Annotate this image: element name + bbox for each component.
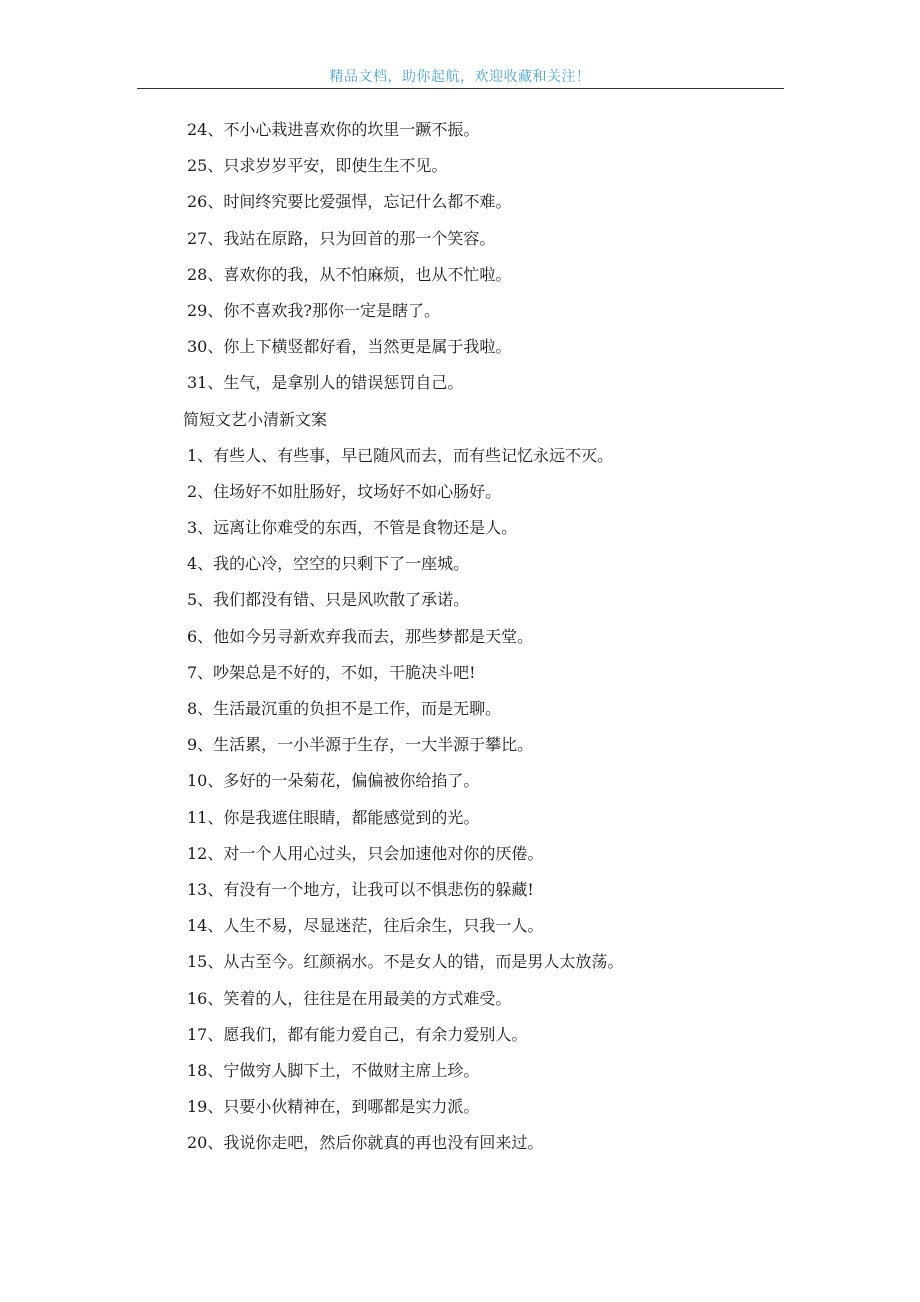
text-line: 7、吵架总是不好的，不如，干脆决斗吧!: [187, 662, 476, 682]
page-header-text: 精品文档，助你起航，欢迎收藏和关注！: [329, 69, 591, 85]
text-line: 16、笑着的人，往往是在用最美的方式难受。: [187, 988, 512, 1008]
text-line: 13、有没有一个地方，让我可以不惧悲伤的躲藏!: [187, 879, 534, 899]
text-line: 18、宁做穷人脚下土，不做财主席上珍。: [187, 1060, 480, 1080]
text-line: 4、我的心冷，空空的只剩下了一座城。: [187, 554, 470, 574]
text-line: 27、我站在原路，只为回首的那一个笑容。: [187, 228, 496, 248]
text-line: 5、我们都没有错、只是风吹散了承诺。: [187, 590, 470, 610]
text-line: 20、我说你走吧，然后你就真的再也没有回来过。: [187, 1133, 544, 1153]
document-body: [183, 115, 787, 1164]
text-line: 6、他如今另寻新欢弃我而去，那些梦都是天堂。: [187, 626, 534, 646]
header-divider: [137, 88, 784, 89]
text-line: 10、多好的一朵菊花，偏偏被你给掐了。: [187, 771, 480, 791]
text-line: 24、不小心栽进喜欢你的坎里一蹶不振。: [187, 120, 480, 139]
text-line: 19、只要小伙精神在，到哪都是实力派。: [187, 1097, 480, 1117]
text-line: 28、喜欢你的我，从不怕麻烦，也从不忙啦。: [187, 264, 512, 284]
text-line: 2、住场好不如肚肠好，坟场好不如心肠好。: [187, 481, 502, 501]
text-line: 1、有些人、有些事，早已随风而去，而有些记忆永远不灭。: [187, 445, 614, 465]
text-line: 15、从古至今。红颜祸水。不是女人的错，而是男人太放荡。: [187, 952, 624, 972]
text-line: 25、只求岁岁平安，即使生生不见。: [187, 156, 448, 176]
text-line: 3、远离让你难受的东西，不管是食物还是人。: [187, 518, 518, 538]
text-line: 30、你上下横竖都好看，当然更是属于我啦。: [187, 337, 512, 357]
text-line: 17、愿我们，都有能力爱自己，有余力爱别人。: [187, 1024, 528, 1044]
text-line: 14、人生不易，尽显迷茫，往后余生，只我一人。: [187, 916, 544, 936]
text-line: 31、生气，是拿别人的错误惩罚自己。: [187, 373, 464, 393]
text-line: 12、对一个人用心过头，只会加速他对你的厌倦。: [187, 843, 544, 863]
text-line: 11、你是我遮住眼睛，都能感觉到的光。: [187, 807, 480, 827]
text-line: 8、生活最沉重的负担不是工作，而是无聊。: [187, 699, 502, 718]
section-heading: 简短文艺小清新文案: [183, 409, 328, 429]
text-line: 26、时间终究要比爱强悍，忘记什么都不难。: [187, 192, 512, 212]
text-line: 9、生活累，一小半源于生存，一大半源于攀比。: [187, 735, 534, 755]
text-line: 29、你不喜欢我?那你一定是瞎了。: [187, 300, 440, 320]
